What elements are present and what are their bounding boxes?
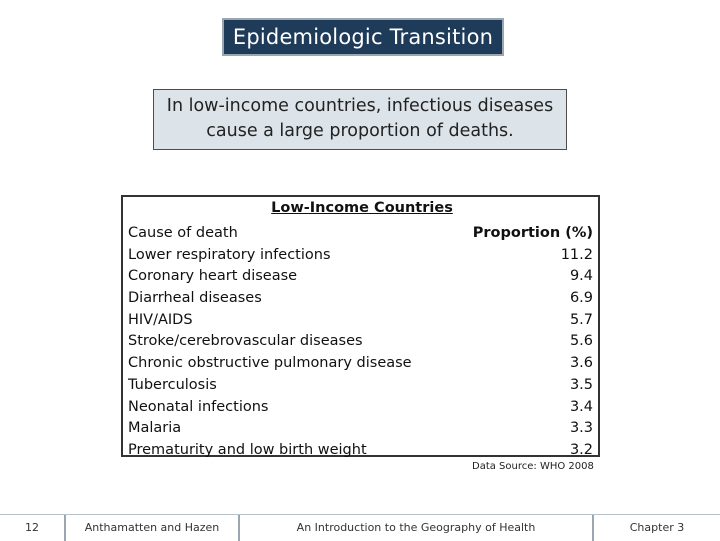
column-header-proportion: Proportion (%): [472, 225, 593, 241]
subtitle-line-2: cause a large proportion of deaths.: [206, 121, 514, 141]
footer-book-title: An Introduction to the Geography of Health: [296, 521, 536, 534]
table-row: [128, 331, 593, 353]
data-source-note: Data Source: WHO 2008: [472, 461, 594, 472]
proportion-cell: 3.5: [569, 376, 593, 393]
cause-cell: Diarrheal diseases: [128, 290, 262, 307]
table-row: [128, 310, 593, 332]
proportion-cell: 3.4: [569, 398, 593, 415]
cause-cell: Chronic obstructive pulmonary disease: [128, 355, 412, 372]
table-heading: Low-Income Countries: [271, 200, 453, 216]
footer-chapter: Chapter 3: [629, 521, 685, 534]
table-row: [128, 440, 593, 462]
proportion-cell: 6.9: [569, 290, 593, 307]
cause-cell: HIV/AIDS: [128, 311, 193, 328]
proportion-cell: 3.3: [569, 420, 593, 437]
table-body: [128, 223, 593, 462]
table-row: [128, 245, 593, 267]
slide-title: Epidemiologic Transition: [222, 18, 504, 56]
table-row: [128, 418, 593, 440]
cause-cell: Tuberculosis: [128, 376, 217, 393]
cause-cell: Prematurity and low birth weight: [128, 441, 367, 458]
table-row: [128, 375, 593, 397]
cause-cell: Malaria: [128, 420, 182, 437]
table-row: [128, 353, 593, 375]
table-row: [128, 266, 593, 288]
proportion-cell: 11.2: [560, 246, 593, 263]
table-row: [128, 288, 593, 310]
page-number: 12: [25, 521, 39, 534]
column-header-cause: Cause of death: [128, 225, 238, 241]
cause-cell: Coronary heart disease: [128, 268, 298, 285]
table-row: [128, 397, 593, 419]
subtitle-line-1: In low-income countries, infectious diseases: [166, 96, 554, 116]
table-header-row: [128, 223, 593, 245]
proportion-cell: 9.4: [569, 268, 593, 285]
proportion-cell: 5.7: [569, 311, 593, 328]
cause-cell: Neonatal infections: [128, 398, 269, 415]
cause-cell: Stroke/cerebrovascular diseases: [128, 333, 363, 350]
cause-cell: Lower respiratory infections: [128, 246, 331, 263]
proportion-cell: 3.2: [569, 441, 593, 458]
proportion-cell: 5.6: [569, 333, 593, 350]
slide-footer: [0, 514, 720, 541]
proportion-cell: 3.6: [569, 355, 593, 372]
causes-of-death-table: [121, 195, 600, 457]
footer-authors: Anthamatten and Hazen: [84, 521, 220, 534]
slide-subtitle: [153, 89, 567, 150]
